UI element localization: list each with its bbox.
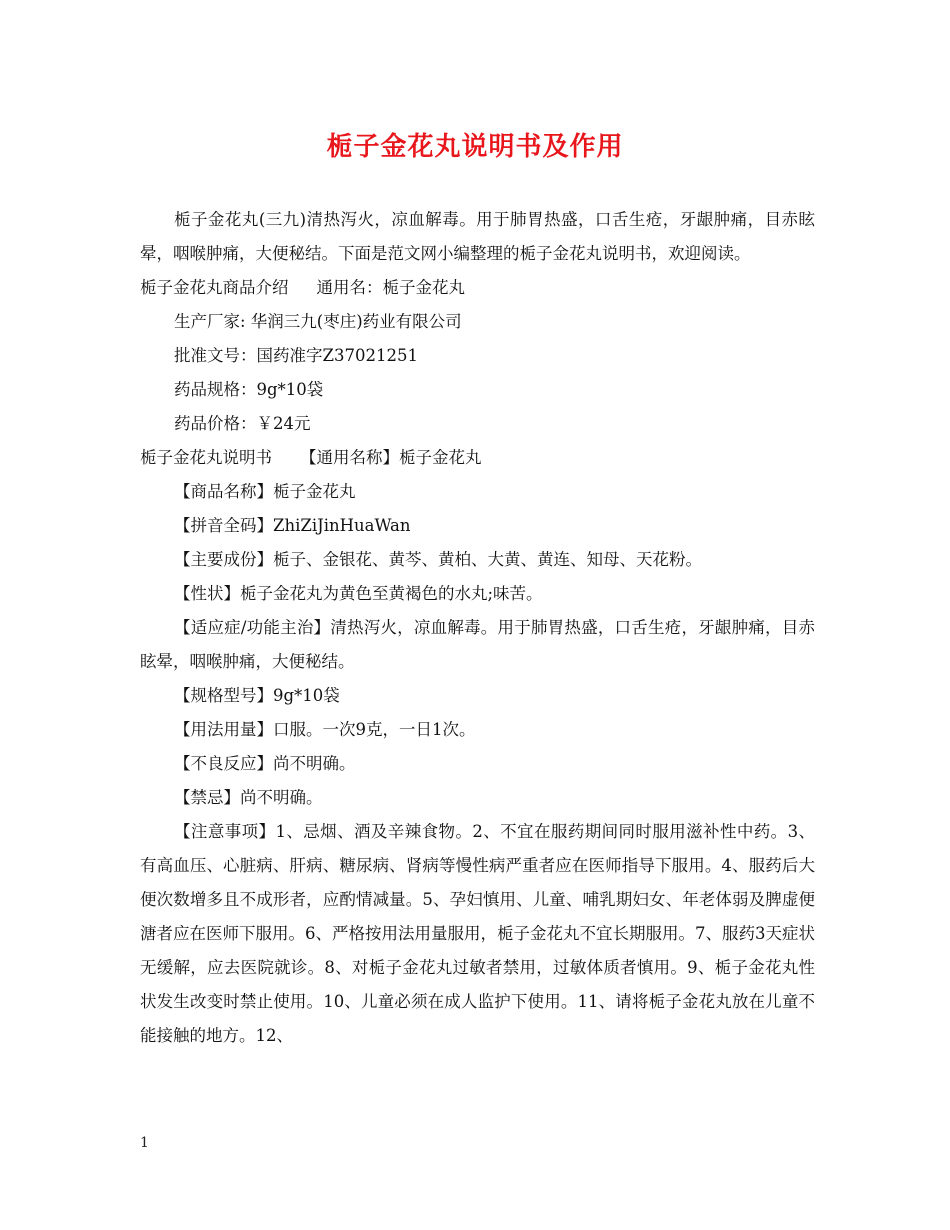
document-body — [140, 203, 815, 1053]
ingredients-line: 【主要成份】栀子、金银花、黄芩、黄柏、大黄、黄连、知母、天花粉。 — [174, 550, 702, 569]
precautions-paragraph: 【注意事项】1、忌烟、酒及辛辣食物。2、不宜在服药期间同时服用滋补性中药。3、有高血压、心脏病、肝病、糖尿病、肾病等慢性病严重者应在医师指导下服用。4、服药后大便次数增多且不成形者，应酌情减量。5、孕妇慎用、儿童、哺乳期妇女、年老体弱及脾虚便溏者应在医师下服用。6、严格按用法用量服用，栀子金花丸不宜长期服用。7、服药3天症状无缓解，应去医院就诊。8、对栀子金花丸过敏者禁用，过敏体质者慎用。9、栀子金花丸性状发生改变时禁止使用。10、儿童必须在成人监护下使用。11、请将栀子金花丸放在儿童不能接触的地方。12、 — [140, 822, 815, 1045]
intro-paragraph: 栀子金花丸(三九)清热泻火，凉血解毒。用于肺胃热盛，口舌生疮，牙龈肿痛，目赤眩晕，咽喉肿痛，大便秘结。下面是范文网小编整理的栀子金花丸说明书，欢迎阅读。 — [140, 210, 815, 263]
generic-name-line: 通用名：栀子金花丸 — [316, 278, 465, 297]
price-line: 药品价格：￥24元 — [174, 414, 311, 433]
approval-number-line: 批准文号：国药准字Z37021251 — [174, 346, 418, 365]
contraindications-line: 【禁忌】尚不明确。 — [174, 788, 323, 807]
instructions-heading: 栀子金花丸说明书 — [140, 448, 272, 467]
product-intro-line — [140, 271, 815, 305]
specification-line: 药品规格：9g*10袋 — [174, 380, 324, 399]
product-intro-heading: 栀子金花丸商品介绍 — [140, 278, 289, 297]
page-number: 1 — [140, 1135, 149, 1151]
adverse-reactions-line: 【不良反应】尚不明确。 — [174, 754, 356, 773]
document-title: 栀子金花丸说明书及作用 — [326, 132, 624, 162]
pinyin-line: 【拼音全码】ZhiZiJinHuaWan — [174, 516, 411, 535]
model-line: 【规格型号】9g*10袋 — [174, 686, 340, 705]
manufacturer-line: 生产厂家: 华润三九(枣庄)药业有限公司 — [174, 312, 462, 331]
product-name-line: 【商品名称】栀子金花丸 — [174, 482, 356, 501]
indications-paragraph: 【适应症/功能主治】清热泻火，凉血解毒。用于肺胃热盛，口舌生疮，牙龈肿痛，目赤眩晕，咽喉肿痛，大便秘结。 — [140, 618, 815, 671]
dosage-line: 【用法用量】口服。一次9克，一日1次。 — [174, 720, 476, 739]
properties-line: 【性状】栀子金花丸为黄色至黄褐色的水丸;味苦。 — [174, 584, 543, 603]
instructions-generic-name: 【通用名称】栀子金花丸 — [300, 448, 482, 467]
instructions-line — [140, 441, 815, 475]
